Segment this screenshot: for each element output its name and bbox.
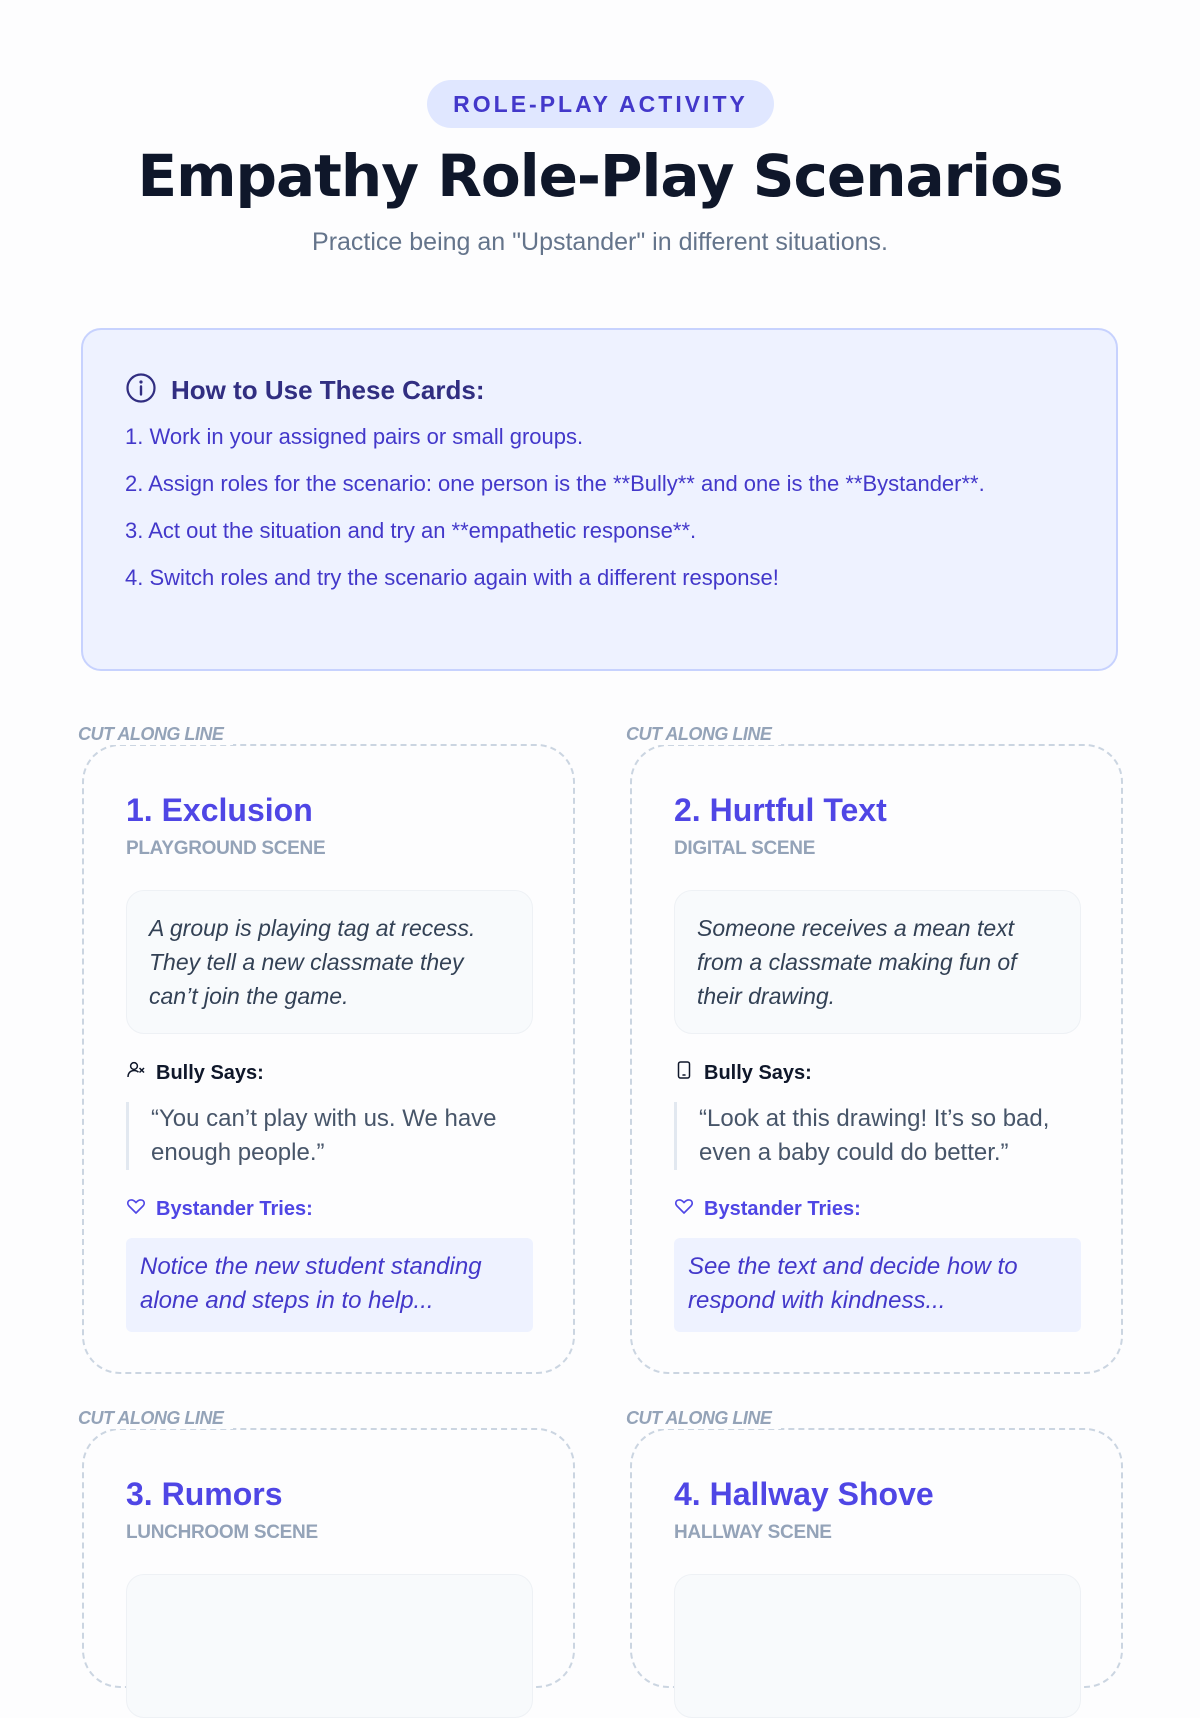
instructions-title: How to Use These Cards: [171,374,485,405]
scenario-card-hallway-shove [626,1408,1123,1688]
bystander-tries-header [126,1196,533,1222]
bully-says-header [126,1060,533,1086]
page-title: Empathy Role-Play Scenarios [137,142,1063,210]
instruction-item: 4. Switch roles and try the scenario again with a different response! [125,565,779,590]
page-subtitle: Practice being an "Upstander" in different situations. [312,228,888,256]
card-title: 1. Exclusion [126,792,313,828]
cut-line-label: CUT ALONG LINE [78,724,233,745]
cut-line-label: CUT ALONG LINE [78,1408,233,1429]
user-x-icon [126,1060,146,1086]
scenario-description: Someone receives a mean text from a classmate making fun of their drawing. [674,890,1081,1034]
scenario-description [674,1574,1081,1718]
heart-icon [674,1196,694,1222]
card-scene: DIGITAL SCENE [674,838,816,859]
card-title: 3. Rumors [126,1476,283,1512]
bystander-tries-header [674,1196,1081,1222]
card-scene: LUNCHROOM SCENE [126,1522,318,1543]
heart-icon [126,1196,146,1222]
bully-label: Bully Says: [156,1061,264,1084]
card-title: 2. Hurtful Text [674,792,887,828]
activity-tag: ROLE-PLAY ACTIVITY [427,80,774,128]
instructions-panel [81,328,1118,671]
scenario-description [126,1574,533,1718]
card-scene: PLAYGROUND SCENE [126,838,326,859]
cut-line-label: CUT ALONG LINE [626,1408,781,1429]
instructions-list [125,420,1074,595]
scenario-card-hurtful-text [626,724,1123,1374]
scenario-description: A group is playing tag at recess. They tell a new classmate they can’t join the game. [126,890,533,1034]
instruction-item: 3. Act out the situation and try an **empathetic response**. [125,518,697,543]
card-scene: HALLWAY SCENE [674,1522,832,1543]
bully-quote: “You can’t play with us. We have enough people.” [126,1102,533,1170]
bystander-prompt: See the text and decide how to respond with kindness... [674,1238,1081,1332]
bully-label: Bully Says: [704,1061,812,1084]
bystander-prompt: Notice the new student standing alone and steps in to help... [126,1238,533,1332]
cut-line-label: CUT ALONG LINE [626,724,781,745]
info-circle-icon [125,372,157,409]
instruction-item: 2. Assign roles for the scenario: one person is the **Bully** and one is the **Bystander**. [125,471,985,496]
scenario-card-exclusion [78,724,575,1374]
instruction-item: 1. Work in your assigned pairs or small groups. [125,424,584,449]
bystander-label: Bystander Tries: [156,1197,313,1220]
scenario-card-rumors [78,1408,575,1688]
bully-quote: “Look at this drawing! It’s so bad, even a baby could do better.” [674,1102,1081,1170]
bystander-label: Bystander Tries: [704,1197,861,1220]
card-title: 4. Hallway Shove [674,1476,934,1512]
smartphone-icon [674,1060,694,1086]
bully-says-header [674,1060,1081,1086]
instructions-header [125,372,1074,408]
